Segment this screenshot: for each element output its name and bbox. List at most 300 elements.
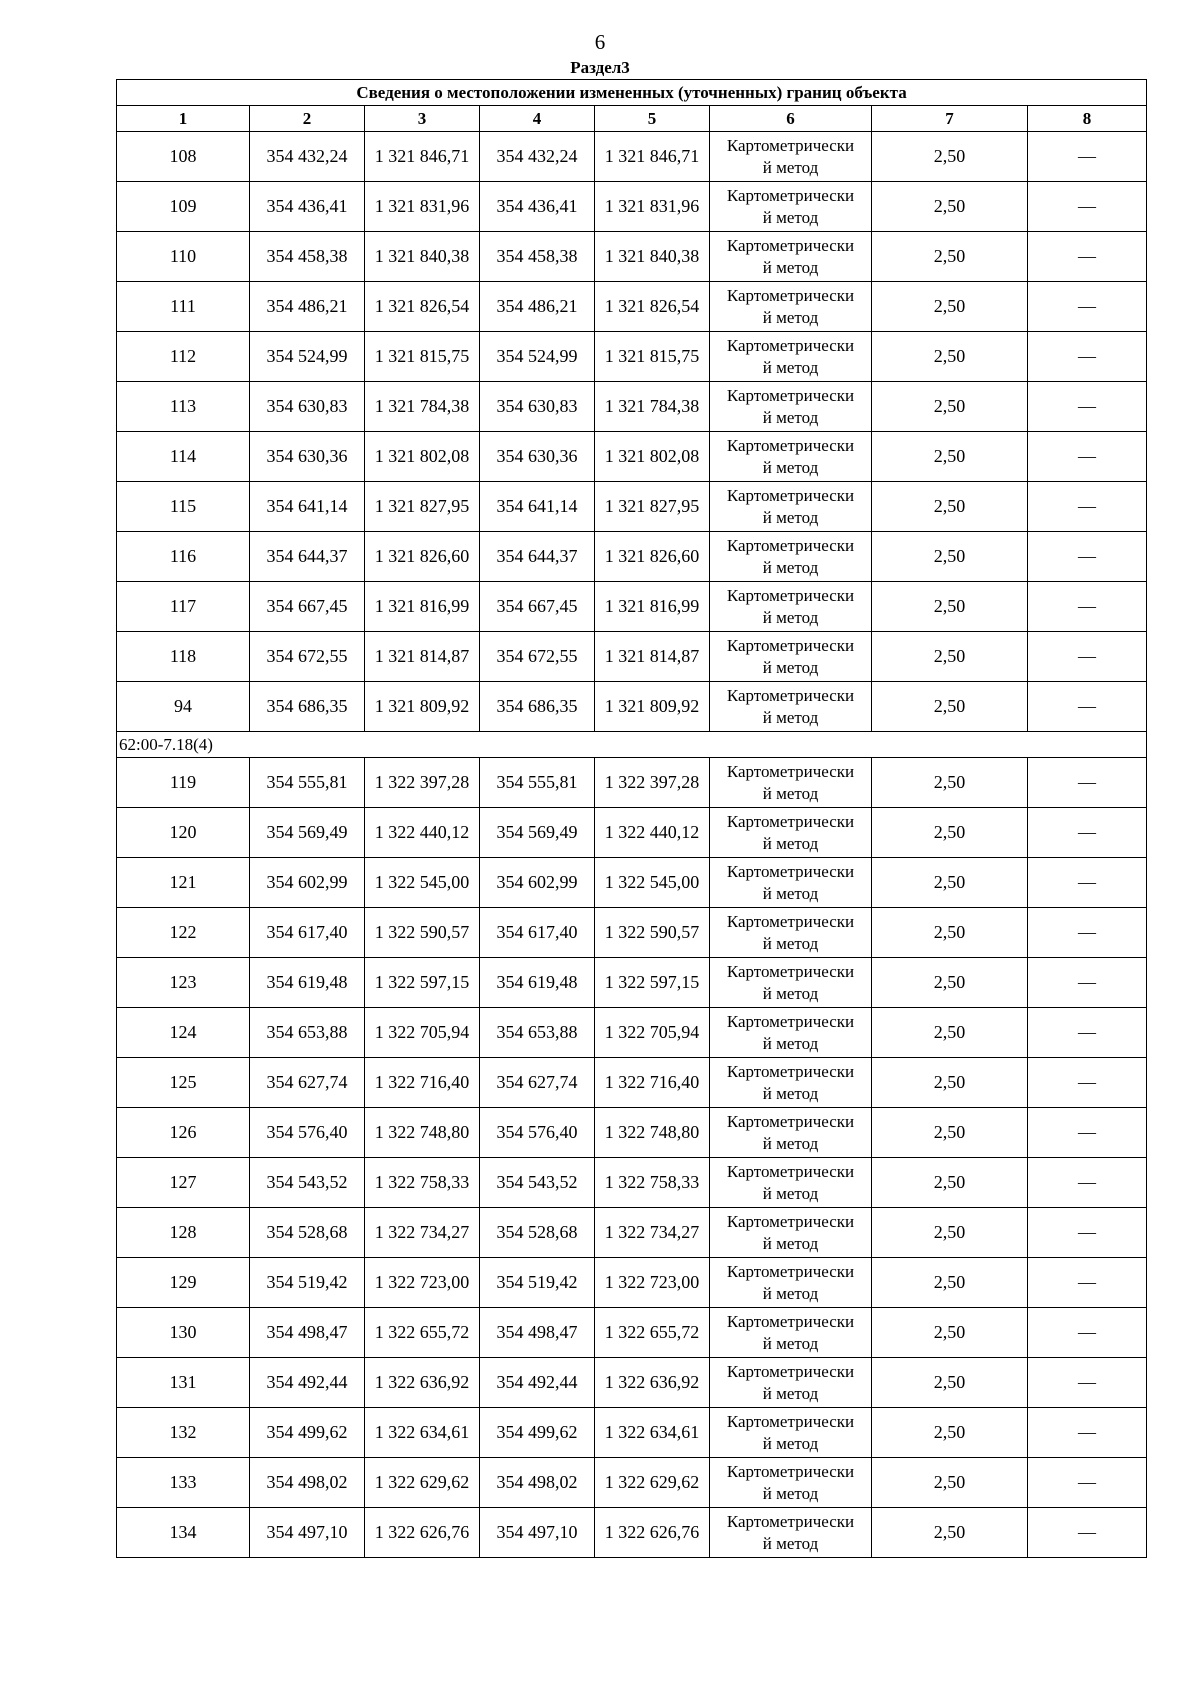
method-text-line2: й метод xyxy=(762,783,819,803)
x-new-cell: 354 602,99 xyxy=(480,858,595,908)
method-text-line2: й метод xyxy=(762,1233,819,1253)
x-old-cell: 354 498,02 xyxy=(250,1458,365,1508)
x-new-cell: 354 498,02 xyxy=(480,1458,595,1508)
method-text-line1: Картометрически xyxy=(726,535,855,555)
y-new-cell: 1 321 827,95 xyxy=(595,482,710,532)
table-row xyxy=(117,1058,1147,1108)
method-text-line2: й метод xyxy=(762,307,819,327)
table-row xyxy=(117,532,1147,582)
y-old-cell: 1 321 831,96 xyxy=(365,182,480,232)
y-old-cell: 1 321 814,87 xyxy=(365,632,480,682)
method-text-line1: Картометрически xyxy=(726,185,855,205)
x-old-cell: 354 644,37 xyxy=(250,532,365,582)
dash-cell: — xyxy=(1028,758,1147,808)
x-new-cell: 354 498,47 xyxy=(480,1308,595,1358)
y-new-cell: 1 322 758,33 xyxy=(595,1158,710,1208)
x-new-cell: 354 667,45 xyxy=(480,582,595,632)
x-old-cell: 354 627,74 xyxy=(250,1058,365,1108)
method-text-line2: й метод xyxy=(762,1183,819,1203)
table-row xyxy=(117,1008,1147,1058)
method-cell xyxy=(710,132,872,182)
point-number-cell: 122 xyxy=(117,908,250,958)
dash-cell: — xyxy=(1028,1058,1147,1108)
x-old-cell: 354 576,40 xyxy=(250,1108,365,1158)
dash-cell: — xyxy=(1028,1008,1147,1058)
method-text-line1: Картометрически xyxy=(726,1111,855,1131)
x-new-cell: 354 576,40 xyxy=(480,1108,595,1158)
y-new-cell: 1 322 636,92 xyxy=(595,1358,710,1408)
accuracy-cell: 2,50 xyxy=(872,282,1028,332)
method-text-line2: й метод xyxy=(762,933,819,953)
y-new-cell: 1 321 802,08 xyxy=(595,432,710,482)
point-number-cell: 133 xyxy=(117,1458,250,1508)
table-row xyxy=(117,1208,1147,1258)
table-row xyxy=(117,232,1147,282)
y-old-cell: 1 321 846,71 xyxy=(365,132,480,182)
method-cell xyxy=(710,1008,872,1058)
y-new-cell: 1 322 748,80 xyxy=(595,1108,710,1158)
dash-cell: — xyxy=(1028,808,1147,858)
method-cell xyxy=(710,632,872,682)
x-new-cell: 354 641,14 xyxy=(480,482,595,532)
method-text-line2: й метод xyxy=(762,607,819,627)
method-text-line1: Картометрически xyxy=(726,1211,855,1231)
method-cell xyxy=(710,1308,872,1358)
accuracy-cell: 2,50 xyxy=(872,532,1028,582)
x-new-cell: 354 432,24 xyxy=(480,132,595,182)
x-new-cell: 354 617,40 xyxy=(480,908,595,958)
accuracy-cell: 2,50 xyxy=(872,582,1028,632)
point-number-cell: 94 xyxy=(117,682,250,732)
y-new-cell: 1 321 784,38 xyxy=(595,382,710,432)
method-cell xyxy=(710,232,872,282)
accuracy-cell: 2,50 xyxy=(872,1308,1028,1358)
point-number-cell: 113 xyxy=(117,382,250,432)
accuracy-cell: 2,50 xyxy=(872,132,1028,182)
method-text-line2: й метод xyxy=(762,1433,819,1453)
method-cell xyxy=(710,1458,872,1508)
x-old-cell: 354 686,35 xyxy=(250,682,365,732)
x-new-cell: 354 555,81 xyxy=(480,758,595,808)
dash-cell: — xyxy=(1028,1108,1147,1158)
y-new-cell: 1 322 716,40 xyxy=(595,1058,710,1108)
method-text-line1: Картометрически xyxy=(726,235,855,255)
y-old-cell: 1 322 723,00 xyxy=(365,1258,480,1308)
y-old-cell: 1 321 826,60 xyxy=(365,532,480,582)
point-number-cell: 112 xyxy=(117,332,250,382)
y-old-cell: 1 321 827,95 xyxy=(365,482,480,532)
accuracy-cell: 2,50 xyxy=(872,1058,1028,1108)
y-old-cell: 1 322 590,57 xyxy=(365,908,480,958)
accuracy-cell: 2,50 xyxy=(872,682,1028,732)
accuracy-cell: 2,50 xyxy=(872,758,1028,808)
point-number-cell: 118 xyxy=(117,632,250,682)
table-row xyxy=(117,1508,1147,1558)
x-old-cell: 354 528,68 xyxy=(250,1208,365,1258)
method-text-line1: Картометрически xyxy=(726,485,855,505)
column-number: 6 xyxy=(710,106,872,132)
y-new-cell: 1 322 590,57 xyxy=(595,908,710,958)
y-old-cell: 1 322 597,15 xyxy=(365,958,480,1008)
table-row xyxy=(117,432,1147,482)
method-cell xyxy=(710,908,872,958)
dash-cell: — xyxy=(1028,482,1147,532)
method-cell xyxy=(710,1408,872,1458)
table-row xyxy=(117,958,1147,1008)
accuracy-cell: 2,50 xyxy=(872,432,1028,482)
method-text-line1: Картометрически xyxy=(726,285,855,305)
dash-cell: — xyxy=(1028,132,1147,182)
accuracy-cell: 2,50 xyxy=(872,182,1028,232)
table-row xyxy=(117,482,1147,532)
table-row xyxy=(117,1308,1147,1358)
y-old-cell: 1 322 397,28 xyxy=(365,758,480,808)
y-old-cell: 1 321 802,08 xyxy=(365,432,480,482)
column-number: 2 xyxy=(250,106,365,132)
dash-cell: — xyxy=(1028,1358,1147,1408)
x-old-cell: 354 630,83 xyxy=(250,382,365,432)
y-new-cell: 1 322 597,15 xyxy=(595,958,710,1008)
x-old-cell: 354 667,45 xyxy=(250,582,365,632)
x-new-cell: 354 519,42 xyxy=(480,1258,595,1308)
method-cell xyxy=(710,1208,872,1258)
y-new-cell: 1 322 634,61 xyxy=(595,1408,710,1458)
x-old-cell: 354 555,81 xyxy=(250,758,365,808)
y-new-cell: 1 322 734,27 xyxy=(595,1208,710,1258)
x-old-cell: 354 524,99 xyxy=(250,332,365,382)
x-old-cell: 354 543,52 xyxy=(250,1158,365,1208)
y-new-cell: 1 321 816,99 xyxy=(595,582,710,632)
x-new-cell: 354 630,36 xyxy=(480,432,595,482)
point-number-cell: 114 xyxy=(117,432,250,482)
method-text-line1: Картометрически xyxy=(726,861,855,881)
accuracy-cell: 2,50 xyxy=(872,482,1028,532)
x-new-cell: 354 492,44 xyxy=(480,1358,595,1408)
point-number-cell: 109 xyxy=(117,182,250,232)
accuracy-cell: 2,50 xyxy=(872,1508,1028,1558)
dash-cell: — xyxy=(1028,1508,1147,1558)
table-row xyxy=(117,332,1147,382)
dash-cell: — xyxy=(1028,632,1147,682)
method-text-line1: Картометрически xyxy=(726,335,855,355)
table-row xyxy=(117,908,1147,958)
table-row xyxy=(117,382,1147,432)
y-new-cell: 1 322 545,00 xyxy=(595,858,710,908)
x-new-cell: 354 458,38 xyxy=(480,232,595,282)
method-text-line1: Картометрически xyxy=(726,1311,855,1331)
method-cell xyxy=(710,1108,872,1158)
method-cell xyxy=(710,682,872,732)
point-number-cell: 108 xyxy=(117,132,250,182)
x-old-cell: 354 630,36 xyxy=(250,432,365,482)
point-number-cell: 127 xyxy=(117,1158,250,1208)
accuracy-cell: 2,50 xyxy=(872,1158,1028,1208)
point-number-cell: 115 xyxy=(117,482,250,532)
x-new-cell: 354 499,62 xyxy=(480,1408,595,1458)
method-text-line2: й метод xyxy=(762,157,819,177)
method-text-line1: Картометрически xyxy=(726,1511,855,1531)
page-number: 6 xyxy=(594,30,606,54)
dash-cell: — xyxy=(1028,532,1147,582)
accuracy-cell: 2,50 xyxy=(872,1108,1028,1158)
method-cell xyxy=(710,808,872,858)
y-new-cell: 1 322 705,94 xyxy=(595,1008,710,1058)
accuracy-cell: 2,50 xyxy=(872,1408,1028,1458)
group-header-row xyxy=(117,732,1147,758)
method-text-line1: Картометрически xyxy=(726,1011,855,1031)
method-text-line2: й метод xyxy=(762,1133,819,1153)
method-text-line1: Картометрически xyxy=(726,1461,855,1481)
method-text-line2: й метод xyxy=(762,1333,819,1353)
method-cell xyxy=(710,482,872,532)
method-text-line2: й метод xyxy=(762,1083,819,1103)
point-number-cell: 125 xyxy=(117,1058,250,1108)
y-old-cell: 1 321 809,92 xyxy=(365,682,480,732)
accuracy-cell: 2,50 xyxy=(872,232,1028,282)
method-text-line1: Картометрически xyxy=(726,1161,855,1181)
x-old-cell: 354 672,55 xyxy=(250,632,365,682)
accuracy-cell: 2,50 xyxy=(872,632,1028,682)
x-new-cell: 354 619,48 xyxy=(480,958,595,1008)
point-number-cell: 129 xyxy=(117,1258,250,1308)
y-old-cell: 1 321 840,38 xyxy=(365,232,480,282)
dash-cell: — xyxy=(1028,958,1147,1008)
dash-cell: — xyxy=(1028,432,1147,482)
method-cell xyxy=(710,1258,872,1308)
y-old-cell: 1 322 748,80 xyxy=(365,1108,480,1158)
coordinates-table xyxy=(116,79,1147,1558)
x-old-cell: 354 498,47 xyxy=(250,1308,365,1358)
accuracy-cell: 2,50 xyxy=(872,808,1028,858)
accuracy-cell: 2,50 xyxy=(872,1258,1028,1308)
table-row xyxy=(117,758,1147,808)
dash-cell: — xyxy=(1028,1408,1147,1458)
y-old-cell: 1 322 655,72 xyxy=(365,1308,480,1358)
y-new-cell: 1 321 815,75 xyxy=(595,332,710,382)
y-old-cell: 1 321 826,54 xyxy=(365,282,480,332)
method-cell xyxy=(710,282,872,332)
accuracy-cell: 2,50 xyxy=(872,1208,1028,1258)
method-text-line2: й метод xyxy=(762,833,819,853)
group-label: 62:00-7.18(4) xyxy=(117,732,1147,758)
table-row xyxy=(117,632,1147,682)
y-old-cell: 1 322 626,76 xyxy=(365,1508,480,1558)
table-row xyxy=(117,808,1147,858)
y-old-cell: 1 322 734,27 xyxy=(365,1208,480,1258)
x-old-cell: 354 569,49 xyxy=(250,808,365,858)
method-text-line2: й метод xyxy=(762,207,819,227)
method-cell xyxy=(710,532,872,582)
point-number-cell: 124 xyxy=(117,1008,250,1058)
y-new-cell: 1 322 397,28 xyxy=(595,758,710,808)
dash-cell: — xyxy=(1028,682,1147,732)
column-numbers-row xyxy=(117,106,1147,132)
method-text-line1: Картометрически xyxy=(726,1361,855,1381)
y-old-cell: 1 322 440,12 xyxy=(365,808,480,858)
point-number-cell: 111 xyxy=(117,282,250,332)
method-text-line2: й метод xyxy=(762,507,819,527)
table-row xyxy=(117,1358,1147,1408)
y-old-cell: 1 321 815,75 xyxy=(365,332,480,382)
table-row xyxy=(117,1158,1147,1208)
x-old-cell: 354 617,40 xyxy=(250,908,365,958)
dash-cell: — xyxy=(1028,908,1147,958)
method-text-line2: й метод xyxy=(762,1283,819,1303)
dash-cell: — xyxy=(1028,1158,1147,1208)
table-row xyxy=(117,682,1147,732)
x-old-cell: 354 602,99 xyxy=(250,858,365,908)
column-number: 7 xyxy=(872,106,1028,132)
method-cell xyxy=(710,1158,872,1208)
accuracy-cell: 2,50 xyxy=(872,908,1028,958)
x-old-cell: 354 458,38 xyxy=(250,232,365,282)
x-old-cell: 354 519,42 xyxy=(250,1258,365,1308)
dash-cell: — xyxy=(1028,582,1147,632)
x-old-cell: 354 497,10 xyxy=(250,1508,365,1558)
dash-cell: — xyxy=(1028,232,1147,282)
method-cell xyxy=(710,758,872,808)
x-new-cell: 354 486,21 xyxy=(480,282,595,332)
point-number-cell: 119 xyxy=(117,758,250,808)
y-new-cell: 1 321 814,87 xyxy=(595,632,710,682)
point-number-cell: 121 xyxy=(117,858,250,908)
y-old-cell: 1 322 705,94 xyxy=(365,1008,480,1058)
column-number: 8 xyxy=(1028,106,1147,132)
dash-cell: — xyxy=(1028,1308,1147,1358)
x-old-cell: 354 499,62 xyxy=(250,1408,365,1458)
y-old-cell: 1 321 784,38 xyxy=(365,382,480,432)
x-new-cell: 354 528,68 xyxy=(480,1208,595,1258)
point-number-cell: 126 xyxy=(117,1108,250,1158)
method-text-line2: й метод xyxy=(762,357,819,377)
y-new-cell: 1 321 809,92 xyxy=(595,682,710,732)
method-text-line2: й метод xyxy=(762,257,819,277)
table-row xyxy=(117,132,1147,182)
x-old-cell: 354 619,48 xyxy=(250,958,365,1008)
x-old-cell: 354 653,88 xyxy=(250,1008,365,1058)
column-number: 4 xyxy=(480,106,595,132)
accuracy-cell: 2,50 xyxy=(872,1458,1028,1508)
point-number-cell: 117 xyxy=(117,582,250,632)
accuracy-cell: 2,50 xyxy=(872,1008,1028,1058)
x-old-cell: 354 486,21 xyxy=(250,282,365,332)
y-new-cell: 1 321 840,38 xyxy=(595,232,710,282)
method-cell xyxy=(710,382,872,432)
method-text-line1: Картометрически xyxy=(726,761,855,781)
method-text-line2: й метод xyxy=(762,983,819,1003)
x-new-cell: 354 672,55 xyxy=(480,632,595,682)
y-new-cell: 1 321 826,54 xyxy=(595,282,710,332)
y-old-cell: 1 322 636,92 xyxy=(365,1358,480,1408)
method-text-line1: Картометрически xyxy=(726,811,855,831)
x-new-cell: 354 630,83 xyxy=(480,382,595,432)
method-text-line2: й метод xyxy=(762,707,819,727)
x-new-cell: 354 543,52 xyxy=(480,1158,595,1208)
method-text-line1: Картометрически xyxy=(726,911,855,931)
accuracy-cell: 2,50 xyxy=(872,958,1028,1008)
y-old-cell: 1 322 758,33 xyxy=(365,1158,480,1208)
y-new-cell: 1 322 440,12 xyxy=(595,808,710,858)
method-text-line2: й метод xyxy=(762,457,819,477)
method-text-line2: й метод xyxy=(762,1533,819,1553)
y-old-cell: 1 322 634,61 xyxy=(365,1408,480,1458)
y-new-cell: 1 322 626,76 xyxy=(595,1508,710,1558)
y-new-cell: 1 322 723,00 xyxy=(595,1258,710,1308)
method-text-line2: й метод xyxy=(762,557,819,577)
method-cell xyxy=(710,432,872,482)
method-cell xyxy=(710,1508,872,1558)
method-cell xyxy=(710,582,872,632)
x-new-cell: 354 436,41 xyxy=(480,182,595,232)
point-number-cell: 110 xyxy=(117,232,250,282)
method-cell xyxy=(710,858,872,908)
point-number-cell: 132 xyxy=(117,1408,250,1458)
method-cell xyxy=(710,332,872,382)
method-text-line1: Картометрически xyxy=(726,961,855,981)
x-new-cell: 354 569,49 xyxy=(480,808,595,858)
accuracy-cell: 2,50 xyxy=(872,332,1028,382)
table-caption: Сведения о местоположении измененных (уточненных) границ объекта xyxy=(117,80,1147,106)
point-number-cell: 131 xyxy=(117,1358,250,1408)
method-text-line1: Картометрически xyxy=(726,435,855,455)
method-text-line1: Картометрически xyxy=(726,635,855,655)
point-number-cell: 120 xyxy=(117,808,250,858)
method-text-line1: Картометрически xyxy=(726,1261,855,1281)
dash-cell: — xyxy=(1028,1258,1147,1308)
column-number: 1 xyxy=(117,106,250,132)
dash-cell: — xyxy=(1028,282,1147,332)
x-new-cell: 354 497,10 xyxy=(480,1508,595,1558)
table-row xyxy=(117,858,1147,908)
dash-cell: — xyxy=(1028,1208,1147,1258)
method-cell xyxy=(710,958,872,1008)
table-row xyxy=(117,582,1147,632)
accuracy-cell: 2,50 xyxy=(872,858,1028,908)
method-text-line1: Картометрически xyxy=(726,135,855,155)
method-text-line1: Картометрически xyxy=(726,685,855,705)
method-cell xyxy=(710,1058,872,1108)
x-old-cell: 354 641,14 xyxy=(250,482,365,532)
table-row xyxy=(117,1458,1147,1508)
x-old-cell: 354 492,44 xyxy=(250,1358,365,1408)
x-new-cell: 354 627,74 xyxy=(480,1058,595,1108)
dash-cell: — xyxy=(1028,1458,1147,1508)
point-number-cell: 128 xyxy=(117,1208,250,1258)
method-text-line1: Картометрически xyxy=(726,585,855,605)
x-new-cell: 354 644,37 xyxy=(480,532,595,582)
method-text-line2: й метод xyxy=(762,1033,819,1053)
accuracy-cell: 2,50 xyxy=(872,382,1028,432)
x-old-cell: 354 432,24 xyxy=(250,132,365,182)
section-title: Раздел3 xyxy=(570,58,630,77)
y-new-cell: 1 321 831,96 xyxy=(595,182,710,232)
method-cell xyxy=(710,182,872,232)
table-row xyxy=(117,1258,1147,1308)
point-number-cell: 130 xyxy=(117,1308,250,1358)
point-number-cell: 116 xyxy=(117,532,250,582)
method-text-line2: й метод xyxy=(762,1383,819,1403)
dash-cell: — xyxy=(1028,382,1147,432)
x-new-cell: 354 686,35 xyxy=(480,682,595,732)
table-row xyxy=(117,1108,1147,1158)
method-text-line2: й метод xyxy=(762,657,819,677)
table-caption-row xyxy=(117,80,1147,106)
y-old-cell: 1 322 545,00 xyxy=(365,858,480,908)
y-new-cell: 1 321 826,60 xyxy=(595,532,710,582)
y-old-cell: 1 322 629,62 xyxy=(365,1458,480,1508)
x-new-cell: 354 653,88 xyxy=(480,1008,595,1058)
dash-cell: — xyxy=(1028,182,1147,232)
